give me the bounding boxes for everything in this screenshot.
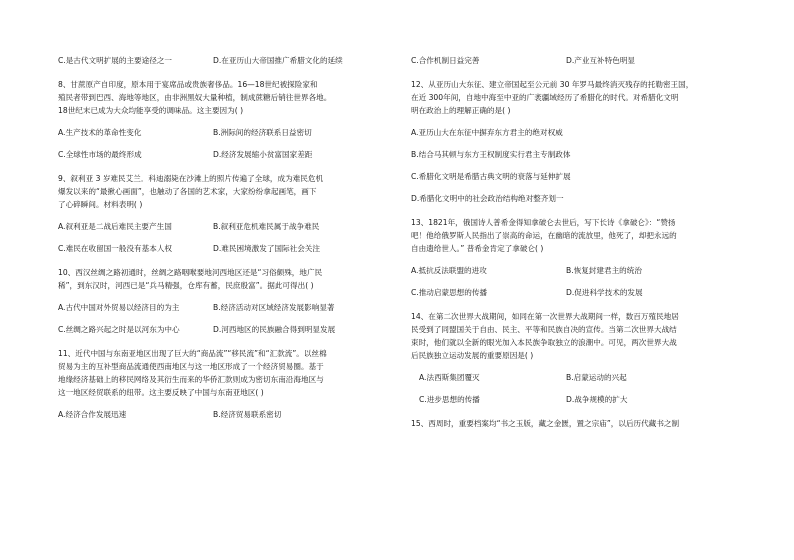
option-a[interactable]: A.抵抗反法联盟的进攻 [411, 266, 487, 275]
question-13-line: 自由遗给世人。” 普希金肯定了拿破仑( ) [411, 244, 544, 253]
option-b[interactable]: B.结合马其顿与东方王权制度实行君主专制政体 [411, 150, 571, 159]
question-8-line: 8、甘蔗原产自印度，原本用于宴席品或贵族奢侈品。16—18世纪被探险家和 [58, 80, 318, 89]
option-b[interactable]: B.洲际间的经济联系日益密切 [213, 128, 312, 137]
option-d[interactable]: D.河西地区的民族融合得到明显发展 [213, 325, 336, 334]
option-b[interactable]: B.经济贸易联系密切 [213, 410, 282, 419]
option-c[interactable]: C.丝绸之路兴起之时是以河东为中心 [58, 325, 180, 334]
option-a[interactable]: A.亚历山大在东征中摒弃东方君主的绝对权威 [411, 128, 563, 137]
question-11-options-ab [58, 408, 388, 421]
option-c[interactable]: C.全球性市场的最终形成 [58, 150, 142, 159]
question-14 [411, 310, 751, 406]
option-b[interactable]: B.叙利亚危机难民属于战争难民 [213, 222, 320, 231]
question-12 [411, 78, 751, 205]
question-14-line: 束时，他们就以全新的眼光加入本民族争取独立的浪潮中。可见，两次世界大战 [411, 338, 677, 347]
option-d[interactable]: D.战争规模的扩大 [566, 395, 628, 404]
question-13-line: 吧！他给俄罗斯人民指出了崇高的命运，在幽暗的流放里，他死了，却把永远的 [411, 231, 677, 240]
question-11 [58, 347, 388, 421]
question-10-line: 稀”，到东汉时，河西已是“兵马精强，仓库有蓄，民庶殷富”。据此可得出( ) [58, 281, 314, 290]
question-10-line: 10、西汉丝绸之路初通时，丝绸之路咽喉要地河西地区还是“习俗颇殊，地广民 [58, 268, 323, 277]
question-8 [58, 78, 388, 161]
option-a[interactable]: A.生产技术的革命性变化 [58, 128, 142, 137]
prev-question-options [411, 54, 751, 67]
option-b[interactable]: B.恢复封建君主的统治 [566, 266, 642, 275]
option-d[interactable]: D.经济发展缩小贫富国家差距 [213, 150, 313, 159]
option-a[interactable]: A.古代中国对外贸易以经济目的为主 [58, 303, 180, 312]
question-12-line: 12、从亚历山大东征、建立帝国起至公元前 30 年罗马最终消灭残存的托勒密王国， [411, 80, 694, 89]
prev-question-options [58, 54, 388, 67]
question-9-options-ab [58, 220, 388, 233]
option-d[interactable]: D.产业互补特色明显 [566, 56, 636, 65]
question-11-line: 11、近代中国与东南亚地区出现了巨大的“商品流”“移民流”和“汇款流”。以丝棉 [58, 349, 327, 358]
question-15-line: 15、西周时，重要档案均“书之玉版，藏之金匮，置之宗庙”，以后历代藏书之制 [411, 419, 680, 428]
question-9-line: 爆发以来的“最揪心画面”，也触动了各国的艺术家，大家纷纷拿起画笔，画下 [58, 187, 317, 196]
right-column [411, 54, 751, 430]
question-12-line: 明在政治上的理解正确的是( ) [411, 106, 511, 115]
option-c[interactable]: C.合作机制日益完善 [411, 56, 480, 65]
option-d[interactable]: D.促进科学技术的发展 [566, 288, 643, 297]
question-12-line: 在近 300年间，自地中海至中亚的广袤疆域经历了希腊化的时代。对希腊化文明 [411, 93, 679, 102]
question-9-line: 了心碎瞬间。材料表明( ) [58, 200, 143, 209]
option-c[interactable]: C.进步思想的传播 [419, 395, 480, 404]
question-11-line: 这一地区经贸联系的纽带。这主要反映了中国与东南亚地区( ) [58, 388, 264, 397]
option-b[interactable]: B.启蒙运动的兴起 [566, 373, 627, 382]
option-d[interactable]: D.在亚历山大帝国推广希腊文化的延续 [213, 56, 343, 65]
question-13-line: 13、1821年，俄国诗人普希金得知拿破仑去世后，写下长诗《拿破仑》：“赞扬 [411, 218, 676, 227]
option-c[interactable]: C.推动启蒙思想的传播 [411, 288, 488, 297]
question-9-line: 9、叙利亚 3 岁难民艾兰．科迪溺毙在沙滩上的照片传遍了全球，成为难民危机 [58, 174, 324, 183]
question-11-line: 贸易为主的互补型商品流通使西南地区与这一地区形成了一个经济贸易圈。基于 [58, 362, 324, 371]
question-9 [58, 172, 388, 255]
option-c[interactable]: C.难民在收留国一般没有基本人权 [58, 244, 173, 253]
question-14-line: 民受到了同盟国关于自由、民主、平等和民族自决的宣传。当第二次世界大战结 [411, 325, 677, 334]
question-14-line: 14、在第二次世界大战期间，如同在第一次世界大战期间一样，数百万殖民地居 [411, 312, 679, 321]
question-11-line: 地缘经济基础上的移民网络及其衍生而来的华侨汇款则成为密切东南沿海地区与 [58, 375, 324, 384]
option-d[interactable]: D.难民困境激发了国际社会关注 [213, 244, 320, 253]
question-8-options-cd [58, 148, 388, 161]
option-a[interactable]: A.叙利亚是二战后难民主要产生国 [58, 222, 172, 231]
question-14-options-ab [411, 371, 751, 384]
question-13-options-cd [411, 286, 751, 299]
option-a[interactable]: A.经济合作发展迅速 [58, 410, 127, 419]
question-10-options-ab [58, 301, 388, 314]
question-14-line: 后民族独立运动发展的重要原因是( ) [411, 351, 534, 360]
question-10 [58, 266, 388, 336]
question-8-options-ab [58, 126, 388, 139]
question-13-options-ab [411, 264, 751, 277]
question-13 [411, 216, 751, 299]
option-d[interactable]: D.希腊化文明中的社会政治结构绝对整齐划一 [411, 194, 564, 203]
option-b[interactable]: B.经济活动对区域经济发展影响显著 [213, 303, 335, 312]
question-9-options-cd [58, 242, 388, 255]
option-c[interactable]: C.希腊化文明是希腊古典文明的衰落与延伸扩展 [411, 172, 571, 181]
left-column [58, 54, 388, 421]
question-8-line: 18世纪末已成为大众均能享受的调味品。这主要因为( ) [58, 106, 244, 115]
question-14-options-cd [411, 393, 751, 406]
option-c[interactable]: C.是古代文明扩展的主要途径之一 [58, 56, 173, 65]
question-10-options-cd [58, 323, 388, 336]
option-a[interactable]: A.法西斯集团覆灭 [419, 373, 480, 382]
question-8-line: 殖民者带到巴西、海地等地区，由非洲黑奴大量种植，制成蔗糖后销往世界各地。 [58, 93, 332, 102]
